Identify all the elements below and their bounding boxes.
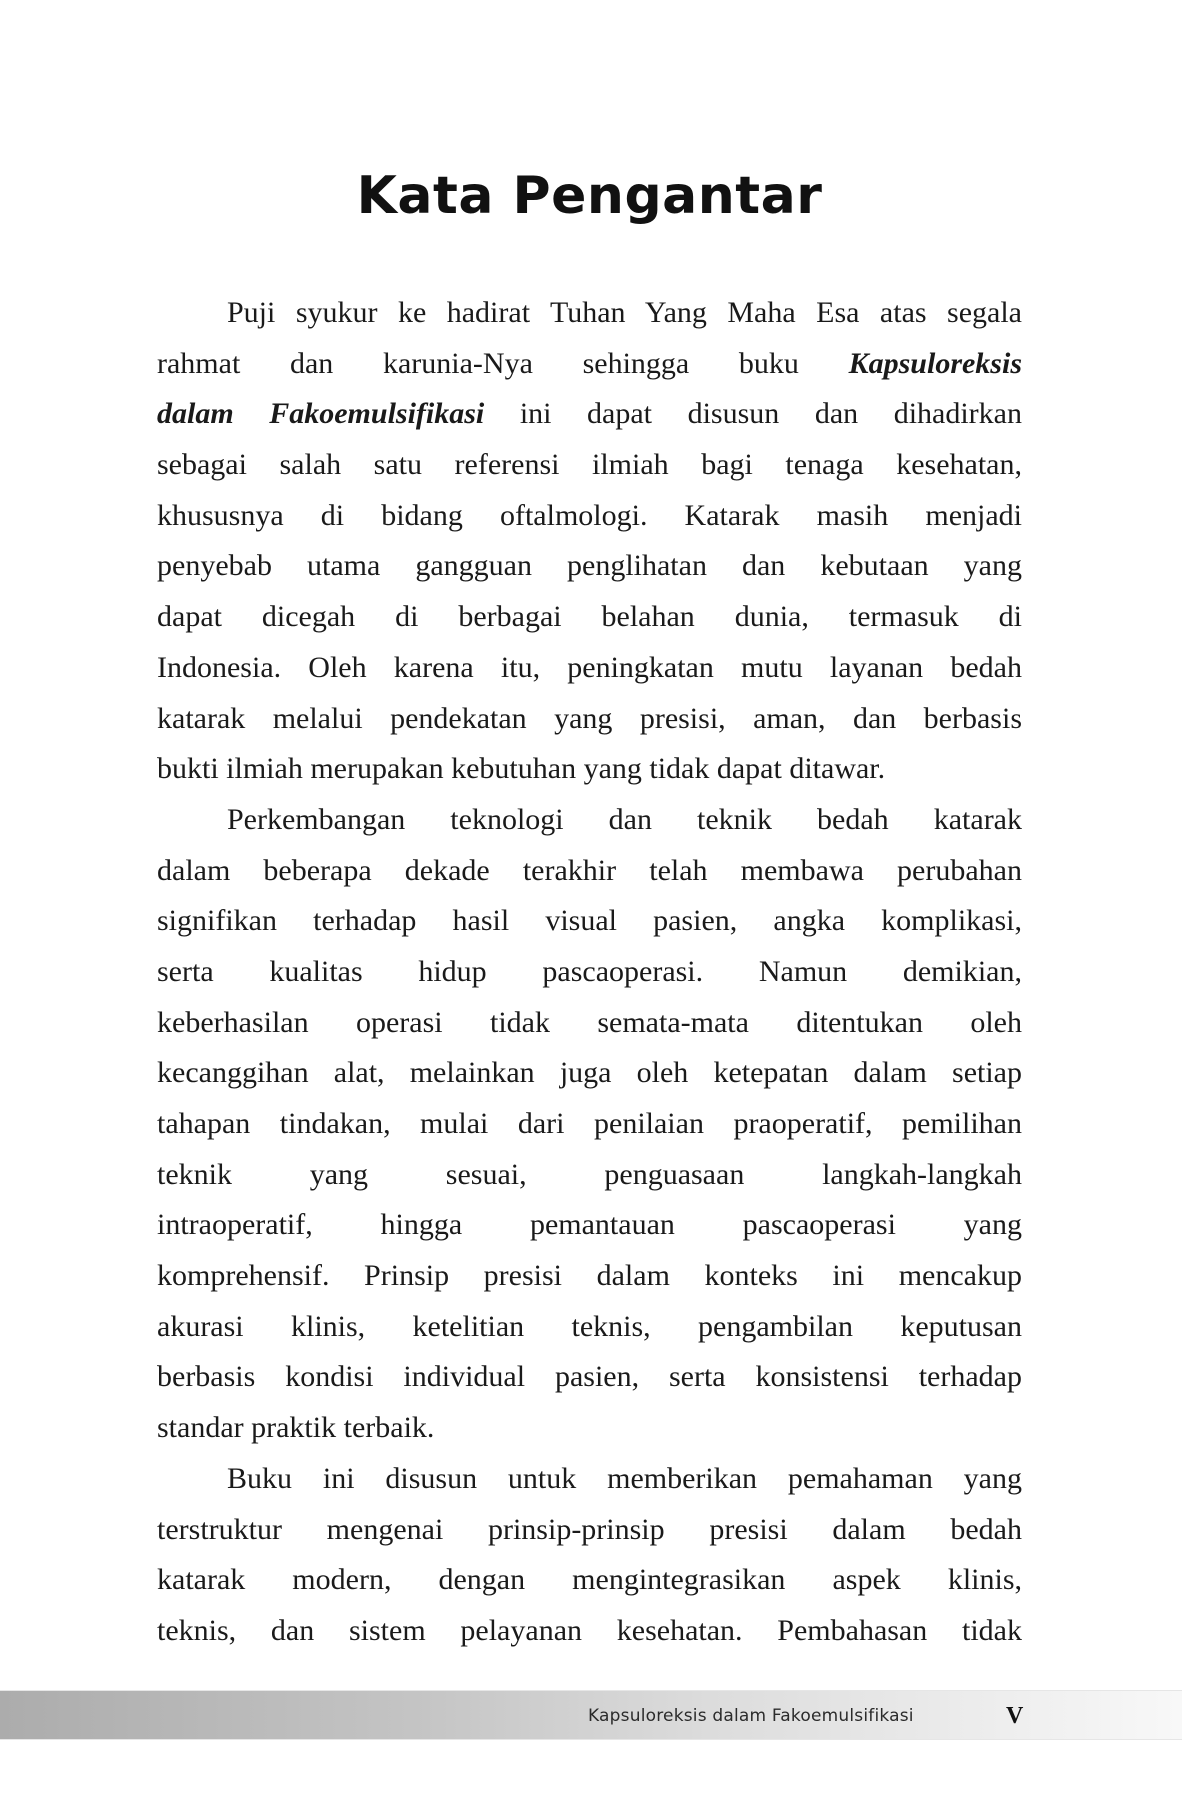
text-line: kecanggihan alat, melainkan juga oleh ketepatan dalam setiap bbox=[157, 1056, 1022, 1090]
text-segment: ini dapat disusun dan dihadirkan bbox=[484, 397, 1022, 431]
text-line: Puji syukur ke hadirat Tuhan Yang Maha Esa atas segala bbox=[227, 296, 1022, 329]
text-line: komprehensif. Prinsip presisi dalam konteks ini mencakup bbox=[157, 1259, 1022, 1293]
text-line: dapat dicegah di berbagai belahan dunia, termasuk di bbox=[157, 600, 1022, 634]
text-line: Perkembangan teknologi dan teknik bedah katarak bbox=[227, 802, 1022, 836]
text-line bbox=[157, 339, 1022, 390]
paragraph bbox=[157, 795, 1022, 1454]
paragraph bbox=[157, 1454, 1022, 1657]
text-line: akurasi klinis, ketelitian teknis, pengambilan keputusan bbox=[157, 1309, 1022, 1343]
paragraph bbox=[157, 288, 1022, 795]
text-line: dalam beberapa dekade terakhir telah membawa perubahan bbox=[157, 853, 1022, 887]
text-line: signifikan terhadap hasil visual pasien, angka komplikasi, bbox=[157, 904, 1022, 938]
text-line: Indonesia. Oleh karena itu, peningkatan mutu layanan bedah bbox=[157, 650, 1022, 684]
page-number: V bbox=[1006, 1703, 1024, 1729]
preface-body bbox=[157, 288, 1022, 1657]
text-line: katarak modern, dengan mengintegrasikan aspek klinis, bbox=[157, 1563, 1022, 1597]
text-line: standar praktik terbaik. bbox=[157, 1411, 435, 1445]
book-title-emphasis: Kapsuloreksis bbox=[848, 346, 1022, 380]
text-line: bukti ilmiah merupakan kebutuhan yang tidak dapat ditawar. bbox=[157, 752, 886, 786]
text-line: serta kualitas hidup pascaoperasi. Namun demikian, bbox=[157, 954, 1022, 988]
book-title-emphasis: dalam Fakoemulsifikasi bbox=[157, 397, 485, 431]
text-line: keberhasilan operasi tidak semata-mata ditentukan oleh bbox=[157, 1005, 1022, 1039]
text-line: teknik yang sesuai, penguasaan langkah-langkah bbox=[157, 1157, 1022, 1191]
text-line: khususnya di bidang oftalmologi. Katarak masih menjadi bbox=[157, 498, 1022, 532]
text-line: teknis, dan sistem pelayanan kesehatan. Pembahasan tidak bbox=[157, 1613, 1022, 1647]
text-line: penyebab utama gangguan penglihatan dan kebutaan yang bbox=[157, 549, 1022, 583]
text-line: intraoperatif, hingga pemantauan pascaoperasi yang bbox=[157, 1208, 1022, 1242]
text-line: sebagai salah satu referensi ilmiah bagi tenaga kesehatan, bbox=[157, 448, 1022, 482]
text-line: Buku ini disusun untuk memberikan pemahaman yang bbox=[227, 1461, 1022, 1495]
text-line: terstruktur mengenai prinsip-prinsip presisi dalam bedah bbox=[157, 1512, 1022, 1546]
footer-running-title: Kapsuloreksis dalam Fakoemulsifikasi bbox=[588, 1706, 914, 1726]
text-segment: rahmat dan karunia-Nya sehingga buku bbox=[157, 346, 849, 380]
page-title: Kata Pengantar bbox=[356, 166, 823, 226]
text-line: tahapan tindakan, mulai dari penilaian praoperatif, pemilihan bbox=[157, 1107, 1022, 1140]
text-line: katarak melalui pendekatan yang presisi, aman, dan berbasis bbox=[157, 701, 1022, 735]
text-line bbox=[157, 389, 1022, 440]
text-line: berbasis kondisi individual pasien, serta konsistensi terhadap bbox=[157, 1360, 1022, 1394]
